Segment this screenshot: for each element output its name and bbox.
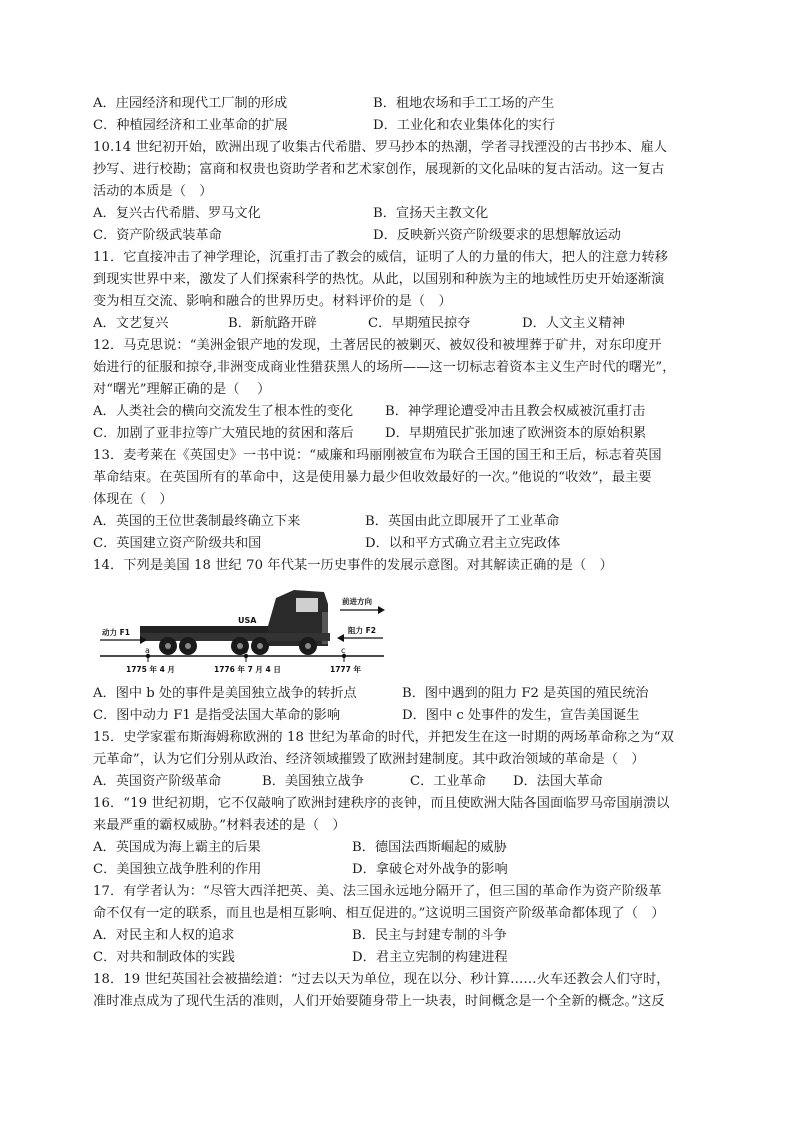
q18-stem-line-2: 准时准点成为了现代生活的准则，人们开始要随身带上一块表，时间概念是一个全新的概念。”这反 — [93, 994, 665, 1009]
point-b-label: b — [243, 646, 249, 655]
date-b-label: 1776 年 7 月 4 日 — [214, 665, 281, 674]
q14-option-d: D．图中 c 处事件的发生，宣告美国诞生 — [402, 708, 640, 723]
q12-stem-line-1: 12．马克思说：“美洲金银产地的发现，土著居民的被剿灭、被奴役和被埋葬于矿井，对东印度开 — [93, 338, 662, 353]
q16-stem-line-1: 16．“19 世纪初期，它不仅敲响了欧洲封建秩序的丧钟，而且使欧洲大陆各国面临罗马帝国崩溃以 — [93, 796, 670, 811]
q11-stem-line-2: 到现实世界中来，激发了人们探索科学的热忱。从此，以国别和种族为主的地域性历史开始逐渐演 — [93, 272, 665, 287]
q10-stem-line-3: 活动的本质是（ ） — [93, 184, 213, 199]
q14-option-b: B．图中遇到的阻力 F2 是英国的殖民统治 — [402, 686, 649, 701]
q15-stem-line-1: 15．史学家霍布斯海姆称欧洲的 18 世纪为革命的时代，并把发生在这一时期的两场革命称之为“双 — [93, 730, 674, 745]
q9-option-a: A．庄园经济和现代工厂制的形成 — [93, 96, 288, 111]
q16-option-c: C．美国独立战争胜利的作用 — [93, 862, 262, 877]
q16-option-b: B．德国法西斯崛起的威胁 — [352, 840, 507, 855]
q18-stem-line-1: 18．19 世纪英国社会被描绘道：“过去以天为单位，现在以分、秒计算……火车还教会人们守时， — [93, 972, 670, 987]
q12-option-b: B．神学理论遭受冲击且教会权威被沉重打击 — [385, 404, 646, 419]
q13-option-b: B．英国由此立即展开了工业革命 — [365, 514, 560, 529]
force-f2-label: 阻力 F2 — [348, 626, 376, 635]
q11-option-a: A．文艺复兴 — [93, 316, 169, 331]
q14-option-a: A．图中 b 处的事件是美国独立战争的转折点 — [93, 686, 357, 701]
q15-option-b: B．美国独立战争 — [262, 774, 365, 789]
q17-option-a: A．对民主和人权的追求 — [93, 928, 235, 943]
q14-figure — [96, 582, 386, 682]
point-c-label: c — [341, 646, 346, 655]
q16-option-d: D．拿破仑对外战争的影响 — [352, 862, 508, 877]
q11-option-d: D．人文主义精神 — [522, 316, 625, 331]
q17-option-c: C．对共和制政体的实践 — [93, 950, 235, 965]
truck-window — [296, 598, 318, 612]
truck-flatbed — [140, 626, 280, 633]
q17-stem-line-1: 17．有学者认为：“尽管大西洋把英、美、法三国永远地分隔开了，但三国的革命作为资产阶级革 — [93, 884, 662, 899]
q10-option-c: C．资产阶级武装革命 — [93, 228, 222, 243]
q13-option-a: A．英国的王位世袭制最终确立下来 — [93, 514, 301, 529]
truck-label: USA — [238, 616, 257, 625]
q13-stem-line-1: 13．麦考莱在《英国史》一书中说：“威廉和玛丽刚被宣布为联合王国的国王和王后，标志着英国 — [93, 448, 662, 463]
q15-option-a: A．英国资产阶级革命 — [93, 774, 222, 789]
q11-option-c: C．早期殖民掠夺 — [368, 316, 471, 331]
q16-stem-line-2: 来最严重的霸权威胁。”材料表述的是（ ） — [93, 818, 346, 833]
q14-option-c: C．图中动力 F1 是指受法国大革命的影响 — [93, 708, 341, 723]
q13-stem-line-2: 革命结束。在英国所有的革命中，这是使用暴力最少但收效最好的一次。”他说的“收效”，最主要 — [93, 470, 652, 485]
q9-option-d: D．工业化和农业集体化的实行 — [373, 118, 556, 133]
q15-stem-line-2: 元革命”，认为它们分别从政治、经济领域摧毁了欧洲封建制度。其中政治领域的革命是（ ） — [93, 752, 645, 767]
q10-stem-line-1: 10.14 世纪初开始，欧洲出现了收集古代希腊、罗马抄本的热潮，学者寻找湮没的古书抄本、雇人 — [93, 140, 668, 155]
force-f1-label: 动力 F1 — [102, 628, 130, 637]
q17-option-b: B．民主与封建专制的斗争 — [352, 928, 507, 943]
q12-option-d: D．早期殖民扩张加速了欧洲资本的原始积累 — [385, 426, 647, 441]
q16-option-a: A．英国成为海上霸主的后果 — [93, 840, 261, 855]
q13-option-d: D．以和平方式确立君主立宪政体 — [365, 536, 561, 551]
q13-stem-line-3: 体现在（ ） — [93, 492, 173, 507]
q12-stem-line-3: 对“曙光”理解正确的是（ ） — [93, 382, 271, 397]
q12-option-a: A．人类社会的横向交流发生了根本性的变化 — [93, 404, 354, 419]
q17-stem-line-2: 命不仅有一定的联系，而且也是相互影响、相互促进的。”这说明三国资产阶级革命都体现了（ ） — [93, 906, 665, 921]
q15-option-d: D．法国大革命 — [513, 774, 603, 789]
q17-option-d: D．君主立宪制的构建进程 — [352, 950, 508, 965]
q11-option-b: B．新航路开辟 — [228, 316, 317, 331]
q10-stem-line-2: 抄写、进行校勘；富商和权贵也资助学者和艺术家创作，展现新的文化品味的复古活动。这一复古 — [93, 162, 665, 177]
direction-label: 前进方向 — [342, 597, 372, 606]
q9-option-c: C．种植园经济和工业革命的扩展 — [93, 118, 288, 133]
q10-option-d: D．反映新兴资产阶级要求的思想解放运动 — [373, 228, 621, 243]
date-a-label: 1775 年 4 月 — [126, 665, 175, 674]
q11-stem-line-1: 11．它直接冲击了神学理论，沉重打击了教会的威信，证明了人的力量的伟大，把人的注意力转移 — [93, 250, 669, 265]
date-c-label: 1777 年 — [330, 665, 361, 674]
q15-option-c: C．工业革命 — [410, 774, 487, 789]
point-a-label: a — [145, 646, 150, 655]
q12-option-c: C．加剧了亚非拉等广大殖民地的贫困和落后 — [93, 426, 354, 441]
q10-option-a: A．复兴古代希腊、罗马文化 — [93, 206, 261, 221]
q13-option-c: C．英国建立资产阶级共和国 — [93, 536, 262, 551]
q12-stem-line-2: 始进行的征服和掠夺,非洲变成商业性猎获黑人的场所——这一切标志着资本主义生产时代的曙光”， — [93, 360, 676, 375]
q14-stem: 14．下列是美国 18 世纪 70 年代某一历史事件的发展示意图。对其解读正确的是（ ） — [93, 558, 613, 573]
q10-option-b: B．宣扬天主教文化 — [373, 206, 489, 221]
q11-stem-line-3: 变为相互交流、影响和融合的世界历史。材料评价的是（ ） — [93, 294, 452, 309]
q9-option-b: B．租地农场和手工工场的产生 — [373, 96, 555, 111]
